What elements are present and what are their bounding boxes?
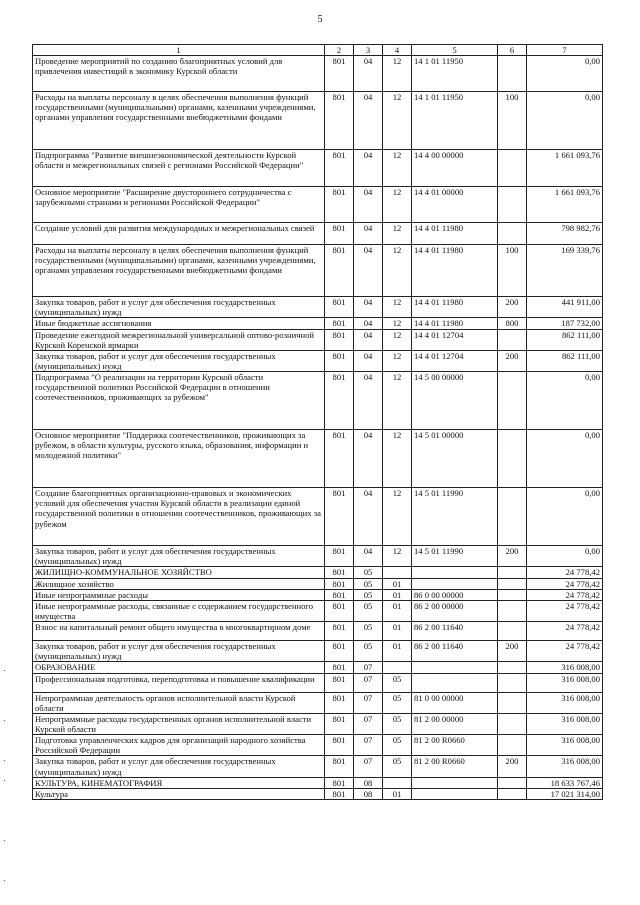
amount-cell: 862 111,00	[527, 350, 603, 371]
column-5-cell: 14 5 00 00000	[412, 372, 498, 430]
table-row	[33, 245, 603, 297]
row-name-cell: Расходы на выплаты персоналу в целях обеспечения выполнения функций государственными (муниципальными) органами, казенными учреждениями, органами управления государственными внебюджетными фондами	[33, 92, 325, 150]
amount-cell: 24 778,42	[527, 641, 603, 662]
table-row	[33, 673, 603, 692]
column-3-cell: 04	[354, 430, 383, 488]
column-5-cell: 81 2 00 R0660	[412, 735, 498, 756]
amount-cell: 316 008,00	[527, 735, 603, 756]
table-row	[33, 713, 603, 734]
column-3-cell: 04	[354, 187, 383, 223]
column-5-cell: 81 2 00 R0660	[412, 756, 498, 777]
amount-cell: 24 778,42	[527, 600, 603, 621]
amount-cell: 169 339,76	[527, 245, 603, 297]
amount-cell: 1 661 093,76	[527, 187, 603, 223]
column-4-cell: 01	[383, 641, 412, 662]
column-3-cell: 05	[354, 641, 383, 662]
row-name-cell: Подготовка управленческих кадров для организаций народного хозяйства Российской Федерации	[33, 735, 325, 756]
row-name-cell: Непрограммные расходы государственных органов исполнительной власти Курской области	[33, 713, 325, 734]
table-row	[33, 735, 603, 756]
column-6-cell	[498, 692, 527, 713]
column-4-cell: 12	[383, 150, 412, 187]
column-4-cell: 12	[383, 187, 412, 223]
column-4-cell: 12	[383, 350, 412, 371]
column-6-cell: 200	[498, 546, 527, 567]
table-row	[33, 350, 603, 371]
column-5-cell: 86 2 00 11640	[412, 641, 498, 662]
column-4-cell: 12	[383, 318, 412, 329]
amount-cell: 24 778,42	[527, 589, 603, 600]
table-row	[33, 430, 603, 488]
row-name-cell: Создание условий для развития международных и межрегиональных связей	[33, 223, 325, 245]
column-4-cell: 05	[383, 735, 412, 756]
column-3-cell: 04	[354, 488, 383, 546]
column-6-cell	[498, 488, 527, 546]
amount-cell: 24 778,42	[527, 578, 603, 589]
column-6-cell: 200	[498, 756, 527, 777]
row-name-cell: КУЛЬТУРА, КИНЕМАТОГРАФИЯ	[33, 777, 325, 788]
column-header: 5	[412, 45, 498, 56]
column-2-cell: 801	[325, 735, 354, 756]
column-5-cell	[412, 673, 498, 692]
row-name-cell: Расходы на выплаты персоналу в целях обеспечения выполнения функций государственными (муниципальными) органами, казенными учреждениями, органами управления государственными внебюджетными фондами	[33, 245, 325, 297]
column-6-cell	[498, 589, 527, 600]
amount-cell: 862 111,00	[527, 329, 603, 350]
amount-cell: 316 008,00	[527, 713, 603, 734]
scan-margin-mark	[4, 670, 5, 671]
table-row	[33, 589, 603, 600]
column-2-cell: 801	[325, 788, 354, 799]
budget-table	[32, 44, 603, 800]
table-row	[33, 788, 603, 799]
table-row	[33, 662, 603, 673]
column-2-cell: 801	[325, 372, 354, 430]
column-6-cell	[498, 56, 527, 92]
column-header: 6	[498, 45, 527, 56]
column-6-cell	[498, 788, 527, 799]
column-5-cell	[412, 578, 498, 589]
column-5-cell	[412, 662, 498, 673]
table-row	[33, 641, 603, 662]
column-5-cell: 14 4 01 11980	[412, 245, 498, 297]
column-2-cell: 801	[325, 713, 354, 734]
column-2-cell: 801	[325, 56, 354, 92]
column-2-cell: 801	[325, 92, 354, 150]
column-5-cell: 14 4 01 11980	[412, 297, 498, 318]
column-4-cell: 12	[383, 297, 412, 318]
column-2-cell: 801	[325, 187, 354, 223]
row-name-cell: Взнос на капитальный ремонт общего имущества в многоквартирном доме	[33, 622, 325, 641]
amount-cell: 0,00	[527, 56, 603, 92]
column-4-cell: 12	[383, 372, 412, 430]
column-5-cell: 81 0 00 00000	[412, 692, 498, 713]
column-4-cell: 01	[383, 788, 412, 799]
column-5-cell: 14 4 01 12704	[412, 329, 498, 350]
column-2-cell: 801	[325, 622, 354, 641]
column-6-cell	[498, 430, 527, 488]
column-3-cell: 04	[354, 372, 383, 430]
column-5-cell: 14 5 01 11990	[412, 488, 498, 546]
table-row	[33, 329, 603, 350]
column-2-cell: 801	[325, 662, 354, 673]
column-header: 4	[383, 45, 412, 56]
column-6-cell	[498, 150, 527, 187]
row-name-cell: Закупка товаров, работ и услуг для обеспечения государственных (муниципальных) нужд	[33, 297, 325, 318]
scan-margin-mark	[4, 760, 5, 761]
column-4-cell: 12	[383, 92, 412, 150]
column-6-cell	[498, 777, 527, 788]
column-3-cell: 05	[354, 622, 383, 641]
column-2-cell: 801	[325, 223, 354, 245]
column-3-cell: 04	[354, 297, 383, 318]
scan-margin-mark	[4, 880, 5, 881]
column-header: 1	[33, 45, 325, 56]
column-3-cell: 05	[354, 589, 383, 600]
column-3-cell: 04	[354, 318, 383, 329]
amount-cell: 316 008,00	[527, 673, 603, 692]
column-5-cell: 14 5 01 00000	[412, 430, 498, 488]
row-name-cell: Иные непрограммные расходы	[33, 589, 325, 600]
column-3-cell: 07	[354, 673, 383, 692]
column-2-cell: 801	[325, 430, 354, 488]
row-name-cell: ЖИЛИЩНО-КОММУНАЛЬНОЕ ХОЗЯЙСТВО	[33, 567, 325, 578]
column-4-cell: 12	[383, 546, 412, 567]
column-3-cell: 04	[354, 92, 383, 150]
table-row	[33, 567, 603, 578]
column-2-cell: 801	[325, 641, 354, 662]
row-name-cell: Профессиональная подготовка, переподготовка и повышение квалификации	[33, 673, 325, 692]
row-name-cell: Основное мероприятие "Расширение двустороннего сотрудничества с зарубежными странами и регионами Российской Федерации"	[33, 187, 325, 223]
amount-cell: 316 008,00	[527, 756, 603, 777]
row-name-cell: Проведение ежегодной межрегиональной универсальной оптово-розничной Курской Коренской ярмарки	[33, 329, 325, 350]
column-6-cell	[498, 223, 527, 245]
row-name-cell: Закупка товаров, работ и услуг для обеспечения государственных (муниципальных) нужд	[33, 546, 325, 567]
column-5-cell: 14 4 01 11980	[412, 318, 498, 329]
column-5-cell: 14 1 01 11950	[412, 92, 498, 150]
row-name-cell: Подпрограмма "О реализации на территории Курской области государственной политики Российской Федерации в отношении соотечественников, проживающих за рубежом"	[33, 372, 325, 430]
column-4-cell: 12	[383, 56, 412, 92]
amount-cell: 18 633 767,46	[527, 777, 603, 788]
row-name-cell: Подпрограмма "Развитие внешнеэкономической деятельности Курской области и межрегиональных связей с регионами Российской Федерации"	[33, 150, 325, 187]
column-4-cell: 05	[383, 673, 412, 692]
table-row	[33, 546, 603, 567]
column-3-cell: 07	[354, 692, 383, 713]
amount-cell: 0,00	[527, 488, 603, 546]
column-5-cell	[412, 788, 498, 799]
column-6-cell	[498, 600, 527, 621]
column-6-cell: 200	[498, 350, 527, 371]
column-5-cell	[412, 567, 498, 578]
row-name-cell: Культура	[33, 788, 325, 799]
column-3-cell: 04	[354, 223, 383, 245]
column-2-cell: 801	[325, 756, 354, 777]
column-5-cell: 14 1 01 11950	[412, 56, 498, 92]
column-5-cell: 14 4 01 12704	[412, 350, 498, 371]
column-2-cell: 801	[325, 692, 354, 713]
column-6-cell: 800	[498, 318, 527, 329]
row-name-cell: Проведение мероприятий по созданию благоприятных условий для привлечения инвестиций в экономику Курской области	[33, 56, 325, 92]
column-5-cell	[412, 777, 498, 788]
column-4-cell: 05	[383, 692, 412, 713]
column-4-cell: 12	[383, 329, 412, 350]
table-row	[33, 622, 603, 641]
column-6-cell	[498, 662, 527, 673]
table-row	[33, 777, 603, 788]
column-2-cell: 801	[325, 329, 354, 350]
column-6-cell	[498, 735, 527, 756]
table-row	[33, 92, 603, 150]
row-name-cell: Закупка товаров, работ и услуг для обеспечения государственных (муниципальных) нужд	[33, 756, 325, 777]
table-row	[33, 756, 603, 777]
column-2-cell: 801	[325, 777, 354, 788]
scan-margin-mark	[4, 780, 5, 781]
column-5-cell: 14 4 01 11980	[412, 223, 498, 245]
column-4-cell: 12	[383, 245, 412, 297]
table-row	[33, 372, 603, 430]
column-3-cell: 07	[354, 735, 383, 756]
column-3-cell: 08	[354, 788, 383, 799]
column-2-cell: 801	[325, 150, 354, 187]
column-6-cell	[498, 673, 527, 692]
scan-margin-mark	[4, 840, 5, 841]
column-2-cell: 801	[325, 578, 354, 589]
column-6-cell	[498, 329, 527, 350]
amount-cell: 316 008,00	[527, 692, 603, 713]
column-2-cell: 801	[325, 350, 354, 371]
amount-cell: 0,00	[527, 92, 603, 150]
column-5-cell: 81 2 00 00000	[412, 713, 498, 734]
column-header: 2	[325, 45, 354, 56]
amount-cell: 0,00	[527, 546, 603, 567]
row-name-cell: ОБРАЗОВАНИЕ	[33, 662, 325, 673]
column-2-cell: 801	[325, 589, 354, 600]
column-6-cell	[498, 187, 527, 223]
column-3-cell: 07	[354, 756, 383, 777]
table-row	[33, 150, 603, 187]
column-3-cell: 04	[354, 350, 383, 371]
amount-cell: 441 911,00	[527, 297, 603, 318]
column-6-cell: 100	[498, 92, 527, 150]
column-3-cell: 04	[354, 546, 383, 567]
table-row	[33, 318, 603, 329]
column-4-cell: 05	[383, 713, 412, 734]
column-6-cell	[498, 713, 527, 734]
table-row	[33, 600, 603, 621]
column-6-cell	[498, 567, 527, 578]
table-row	[33, 56, 603, 92]
row-name-cell: Основное мероприятие "Поддержка соотечественников, проживающих за рубежом, в области культуры, русского языка, образования, информации и молодежной политики"	[33, 430, 325, 488]
row-name-cell: Иные бюджетные ассигнования	[33, 318, 325, 329]
column-4-cell	[383, 777, 412, 788]
column-6-cell	[498, 622, 527, 641]
column-6-cell: 200	[498, 297, 527, 318]
page-number: 5	[317, 14, 323, 25]
column-4-cell: 12	[383, 223, 412, 245]
column-5-cell: 86 2 00 00000	[412, 600, 498, 621]
row-name-cell: Иные непрограммные расходы, связанные с содержанием государственного имущества	[33, 600, 325, 621]
column-5-cell: 86 0 00 00000	[412, 589, 498, 600]
column-4-cell: 01	[383, 578, 412, 589]
table-header-row	[33, 45, 603, 56]
scan-margin-mark	[4, 720, 5, 721]
row-name-cell: Жилищное хозяйство	[33, 578, 325, 589]
amount-cell: 798 982,76	[527, 223, 603, 245]
column-4-cell: 12	[383, 430, 412, 488]
column-3-cell: 05	[354, 600, 383, 621]
row-name-cell: Закупка товаров, работ и услуг для обеспечения государственных (муниципальных) нужд	[33, 350, 325, 371]
column-header: 3	[354, 45, 383, 56]
row-name-cell: Закупка товаров, работ и услуг для обеспечения государственных (муниципальных) нужд	[33, 641, 325, 662]
amount-cell: 24 778,42	[527, 622, 603, 641]
column-5-cell: 14 5 01 11990	[412, 546, 498, 567]
column-3-cell: 04	[354, 329, 383, 350]
amount-cell: 17 021 314,00	[527, 788, 603, 799]
column-6-cell: 100	[498, 245, 527, 297]
column-2-cell: 801	[325, 318, 354, 329]
column-6-cell: 200	[498, 641, 527, 662]
amount-cell: 1 661 093,76	[527, 150, 603, 187]
amount-cell: 0,00	[527, 372, 603, 430]
column-3-cell: 04	[354, 245, 383, 297]
column-2-cell: 801	[325, 488, 354, 546]
column-5-cell: 14 4 00 00000	[412, 150, 498, 187]
table-row	[33, 488, 603, 546]
row-name-cell: Создание благоприятных организационно-правовых и экономических условий для обеспечения участия Курской области в реализации единой государственной политики в отношении соотечественников, проживающих за рубежом	[33, 488, 325, 546]
column-2-cell: 801	[325, 673, 354, 692]
column-3-cell: 04	[354, 56, 383, 92]
column-3-cell: 07	[354, 662, 383, 673]
column-3-cell: 05	[354, 567, 383, 578]
column-4-cell: 12	[383, 488, 412, 546]
table-row	[33, 692, 603, 713]
column-2-cell: 801	[325, 546, 354, 567]
column-4-cell: 01	[383, 600, 412, 621]
column-6-cell	[498, 372, 527, 430]
column-4-cell	[383, 662, 412, 673]
amount-cell: 316 008,00	[527, 662, 603, 673]
column-3-cell: 04	[354, 150, 383, 187]
column-4-cell: 01	[383, 589, 412, 600]
column-2-cell: 801	[325, 600, 354, 621]
column-4-cell: 05	[383, 756, 412, 777]
column-3-cell: 05	[354, 578, 383, 589]
column-3-cell: 08	[354, 777, 383, 788]
column-2-cell: 801	[325, 567, 354, 578]
amount-cell: 187 732,00	[527, 318, 603, 329]
column-2-cell: 801	[325, 297, 354, 318]
column-6-cell	[498, 578, 527, 589]
row-name-cell: Непрограммная деятельность органов исполнительной власти Курской области	[33, 692, 325, 713]
column-header: 7	[527, 45, 603, 56]
table-row	[33, 578, 603, 589]
amount-cell: 24 778,42	[527, 567, 603, 578]
column-5-cell: 86 2 00 11640	[412, 622, 498, 641]
column-4-cell	[383, 567, 412, 578]
column-5-cell: 14 4 01 00000	[412, 187, 498, 223]
table-row	[33, 223, 603, 245]
column-4-cell: 01	[383, 622, 412, 641]
table-row	[33, 297, 603, 318]
column-3-cell: 07	[354, 713, 383, 734]
column-2-cell: 801	[325, 245, 354, 297]
table-row	[33, 187, 603, 223]
amount-cell: 0,00	[527, 430, 603, 488]
